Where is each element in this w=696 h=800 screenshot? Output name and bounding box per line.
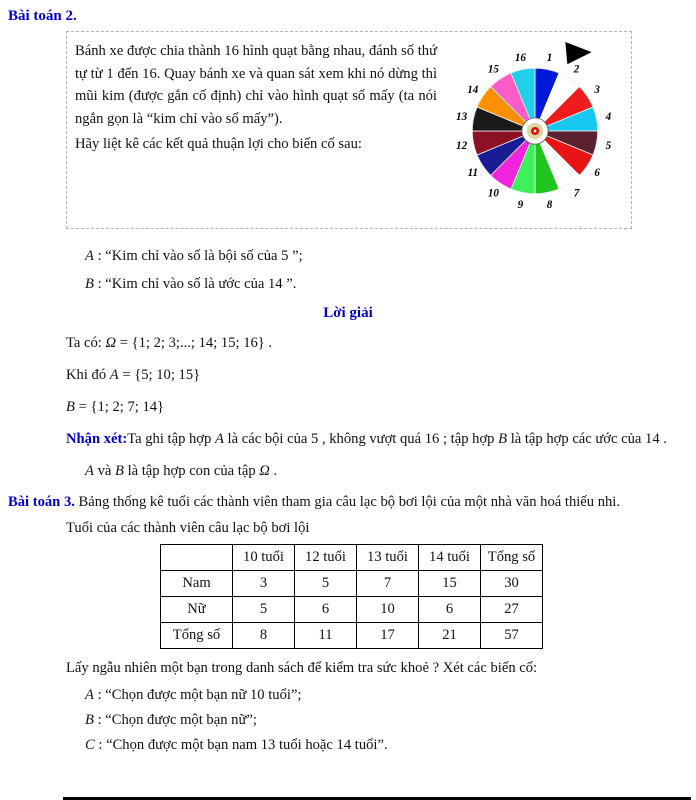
table-row xyxy=(161,571,543,597)
wheel-number-10: 10 xyxy=(487,187,499,200)
text-run: Ta ghi tập hợp xyxy=(127,431,215,447)
text-run: : “Chọn được một bạn nữ”; xyxy=(93,712,257,728)
wheel-hub-dot xyxy=(534,130,537,133)
subset-line xyxy=(85,460,696,482)
wheel-number-3: 3 xyxy=(594,83,600,96)
table-cell: 5 xyxy=(233,597,295,623)
problem2-label: Bài toán 2. xyxy=(8,8,77,24)
table-cell: 30 xyxy=(481,571,543,597)
problem2-event-b-line xyxy=(85,273,696,295)
math-var: B xyxy=(66,399,75,415)
problem2-task-line: Hãy liệt kê các kết quả thuận lợi cho biến cố sau: xyxy=(75,136,362,153)
text-run: là tập hợp con của tập xyxy=(123,463,260,479)
math-var: A xyxy=(85,248,94,264)
math-omega: Ω xyxy=(259,463,270,479)
problem3-event-a-line xyxy=(85,684,696,706)
solution-omega-line xyxy=(66,332,696,354)
table-cell: 15 xyxy=(419,571,481,597)
table-cell: 5 xyxy=(295,571,357,597)
text-run: . xyxy=(269,463,278,479)
table-header-cell: 13 tuổi xyxy=(357,545,419,571)
problem2-statement-box xyxy=(66,31,632,229)
wheel-number-14: 14 xyxy=(467,83,479,96)
problem2-paragraph: Bánh xe được chia thành 16 hình quạt bằng nhau, đánh số thứ tự từ 1 đến 16. Quay bánh xe và quan sát xem khi nó dừng thì mũi kim (được gắn cố định) chỉ vào hình quạt số mấy (ta nói ngắn gọn là “kim chỉ vào số mấy”). xyxy=(75,43,437,127)
table-header-cell: 12 tuổi xyxy=(295,545,357,571)
text-run: : “Kim chỉ vào số là bội số của 5 ”; xyxy=(93,248,303,264)
text-run: là tập hợp các ước của 14 . xyxy=(507,431,667,447)
math-var: A xyxy=(214,431,224,447)
table-row xyxy=(161,623,543,649)
table-corner-cell xyxy=(161,545,233,571)
problem2-event-a-line xyxy=(85,245,696,267)
table-header-row xyxy=(161,545,543,571)
table-cell: 57 xyxy=(481,623,543,649)
text-run: là các bội của 5 , không vượt quá 16 ; tập hợp xyxy=(223,431,499,447)
solution-set-b-line xyxy=(66,396,696,418)
table-cell: 21 xyxy=(419,623,481,649)
text-run: : “Chọn được một bạn nữ 10 tuổi”; xyxy=(93,687,302,703)
solution-set-a-line xyxy=(66,364,696,386)
text-run: Ta có: xyxy=(66,335,106,351)
problem2-events xyxy=(85,245,696,295)
table-header-cell: 14 tuổi xyxy=(419,545,481,571)
table-caption: Tuổi của các thành viên câu lạc bộ bơi lội xyxy=(66,520,310,536)
problem3-event-c-line xyxy=(85,734,696,756)
wheel-number-12: 12 xyxy=(456,140,468,153)
problem3-label: Bài toán 3. xyxy=(8,494,75,510)
problem3-heading xyxy=(8,492,688,513)
wheel-number-13: 13 xyxy=(456,110,468,123)
problem2-statement-text xyxy=(75,40,441,222)
wheel-svg xyxy=(444,40,626,222)
wheel-number-1: 1 xyxy=(546,52,553,65)
text-run: : “Kim chỉ vào số là ước của 14 ”. xyxy=(93,276,297,292)
wheel-number-7: 7 xyxy=(573,187,580,200)
problem3-event-b-line xyxy=(85,709,696,731)
table-header-cell: 10 tuổi xyxy=(233,545,295,571)
wheel-number-2: 2 xyxy=(573,63,580,76)
math-var: A xyxy=(109,367,119,383)
math-set: = {5; 10; 15} xyxy=(118,367,201,383)
solution-title: Lời giải xyxy=(323,305,373,321)
wheel-number-16: 16 xyxy=(514,52,526,65)
remark-line xyxy=(66,428,696,450)
wheel-number-11: 11 xyxy=(467,167,479,180)
table-cell: 8 xyxy=(233,623,295,649)
problem3-intro: Bảng thống kê tuổi các thành viên tham gia câu lạc bộ bơi lội của một nhà văn hoá thiếu nhi. xyxy=(74,494,621,510)
row-label-cell: Nam xyxy=(161,571,233,597)
math-set: = {1; 2; 7; 14} xyxy=(74,399,165,415)
math-var: B xyxy=(85,276,94,292)
math-var: B xyxy=(498,431,508,447)
row-label-cell: Tổng số xyxy=(161,623,233,649)
wheel-number-4: 4 xyxy=(605,110,612,123)
wheel-figure xyxy=(441,40,629,222)
age-statistics-table xyxy=(160,544,543,649)
wheel-number-6: 6 xyxy=(594,167,600,180)
wheel-number-15: 15 xyxy=(487,63,499,76)
wheel-number-8: 8 xyxy=(546,198,553,211)
math-var: A xyxy=(85,463,94,479)
wheel-number-5: 5 xyxy=(605,140,612,153)
problem3-events xyxy=(85,684,696,756)
table-cell: 3 xyxy=(233,571,295,597)
math-var: A xyxy=(85,687,94,703)
table-cell: 10 xyxy=(357,597,419,623)
table-header-cell: Tổng số xyxy=(481,545,543,571)
wheel-number-9: 9 xyxy=(517,198,524,211)
math-var: B xyxy=(115,463,124,479)
table-cell: 27 xyxy=(481,597,543,623)
text-run: và xyxy=(93,463,115,479)
text-run: Khi đó xyxy=(66,367,110,383)
table-cell: 17 xyxy=(357,623,419,649)
text-run: : “Chọn được một bạn nam 13 tuổi hoặc 14 tuổi”. xyxy=(94,737,388,753)
table-row xyxy=(161,597,543,623)
problem3-question-line: Lấy ngẫu nhiên một bạn trong danh sách để kiểm tra sức khoẻ ? Xét các biến cố: xyxy=(66,660,538,676)
table-cell: 6 xyxy=(295,597,357,623)
table-cell: 11 xyxy=(295,623,357,649)
math-set: = {1; 2; 3;...; 14; 15; 16} . xyxy=(116,335,273,351)
wheel-pointer-icon xyxy=(565,42,591,64)
table-cell: 6 xyxy=(419,597,481,623)
math-var: C xyxy=(85,737,95,753)
math-omega: Ω xyxy=(105,335,117,351)
row-label-cell: Nữ xyxy=(161,597,233,623)
math-var: B xyxy=(85,712,94,728)
remark-label: Nhận xét: xyxy=(66,431,128,447)
problem2-heading xyxy=(8,6,696,27)
table-cell: 7 xyxy=(357,571,419,597)
